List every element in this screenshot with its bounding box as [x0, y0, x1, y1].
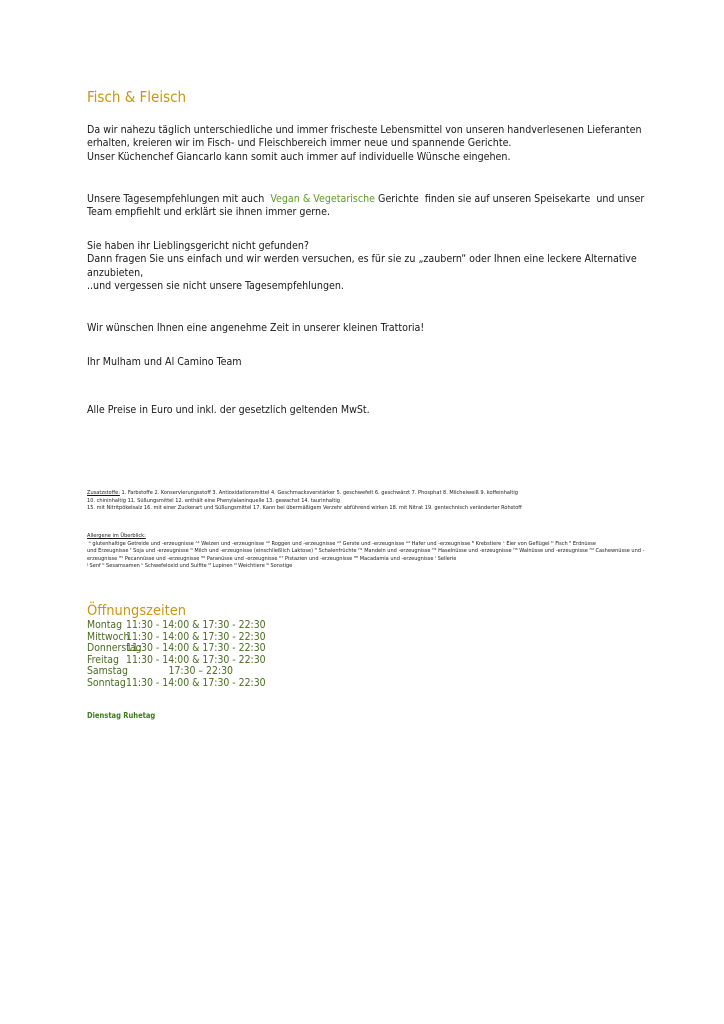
allergene-text: ᴬ glutenhaltige Getreide und -erzeugnisse ᴬ¹ Weizen und -erzeugnisse ᴬ² Roggen und -erzeugnisse ᴬ³ Gerste und -erzeugnisse ᴬ⁴ Hafer und -erzeugnisse ᴮ Krebstiere ᶜ Eier von Geflügel ᴰ Fisch ᴱ Erdnüsse — [87, 540, 596, 547]
lieblingsgericht-line: anzubieten, — [87, 266, 144, 279]
zusatzstoffe-line — [87, 490, 647, 498]
allergene-label: Allergene im Überblick: — [87, 533, 146, 539]
hours-day: Donnerstag — [87, 642, 142, 655]
text-before: Unsere Tagesempfehlungen mit auch — [87, 193, 271, 205]
intro-line: Unser Küchenchef Giancarlo kann somit auch immer auf individuelle Wünsche eingehen. — [87, 150, 511, 163]
zusatzstoffe-line: 15. mit Nitritpökelsalz 16. mit einer Zuckerart und Süßungsmittel 17. Kann bei übermäßigem Verzehr abführend wirken 18. mit Nitrat 19. gentechnisch veränderter Rohstoff — [87, 505, 522, 512]
signature: Ihr Mulham und Al Camino Team — [87, 356, 242, 368]
closed-day-note: Dienstag Ruhetag — [87, 711, 156, 720]
lieblingsgericht-line: Dann fragen Sie uns einfach und wir werden versuchen, es für sie zu „zaubern“ oder Ihnen eine leckere Alternative — [87, 253, 637, 266]
lieblingsgericht-line: ..und vergessen sie nicht unsere Tagesempfehlungen. — [87, 280, 344, 293]
lieblingsgericht-paragraph — [87, 240, 637, 294]
hours-time: 11:30 - 14:00 & 17:30 - 22:30 — [126, 619, 266, 631]
hours-time: 17:30 – 22:30 — [168, 665, 233, 678]
hours-row — [87, 676, 266, 690]
tagesempfehlung-paragraph — [87, 193, 644, 220]
intro-line: erhalten, kreieren wir im Fisch- und Fleischbereich immer neue und spannende Gerichte. — [87, 137, 512, 150]
price-note: Alle Preise in Euro und inkl. der gesetzlich geltenden MwSt. — [87, 404, 370, 416]
intro-line: Da wir nahezu täglich unterschiedliche und immer frischeste Lebensmittel von unseren handverlesenen Lieferanten — [87, 124, 642, 136]
hours-day: Montag — [87, 619, 123, 631]
hours-day: Sonntag — [87, 676, 126, 689]
allergene-line — [87, 533, 647, 548]
text-after: Gerichte finden sie auf unseren Speisekarte und unser — [375, 193, 645, 205]
intro-paragraph — [87, 124, 642, 164]
zusatzstoffe-text: 1. Farbstoffe 2. Konservierungsstoff 3. Antioxidationsmittel 4. Geschmacksverstärker 5. geschwefelt 6. geschwärzt 7. Phosphat 8. Milcheiweiß 9. koffeinhaltig — [119, 490, 518, 496]
zusatzstoffe-line: 10. chininhaltig 11. Süßungsmittel 12. enthält eine Phenylalaninquelle 13. gewachst 14. taurinhaltig — [87, 497, 340, 504]
hours-time: 11:30 - 14:00 & 17:30 - 22:30 — [126, 676, 266, 689]
allergene-line: erzeugnisse ᴴ⁵ Pecannüsse und -erzeugnisse ᴴ⁶ Paranüsse und -erzeugnisse ᴴ⁷ Pistazien und -erzeugnisse ᴴ⁸ Macadamia und -erzeugnisse ᴵ Sellerie — [87, 555, 457, 562]
hours-time: 11:30 - 14:00 & 17:30 - 22:30 — [126, 653, 266, 666]
hours-time: 11:30 - 14:00 & 17:30 - 22:30 — [126, 630, 266, 643]
hours-day: Freitag — [87, 653, 119, 666]
zusatzstoffe-label: Zusatzstoffe: — [87, 490, 120, 496]
section-title: Fisch & Fleisch — [87, 88, 187, 106]
hours-table — [87, 619, 266, 690]
tagesempfehlung-line — [87, 193, 644, 206]
lieblingsgericht-line: Sie haben ihr Lieblingsgericht nicht gefunden? — [87, 240, 309, 252]
zusatzstoffe-block — [87, 490, 647, 513]
tagesempfehlung-line-2: Team empfiehlt und erklärt sie ihnen immer gerne. — [87, 206, 330, 219]
vegan-highlight: Vegan & Vegetarische — [270, 193, 376, 205]
hours-time: 11:30 - 14:00 & 17:30 - 22:30 — [126, 642, 266, 655]
allergene-block — [87, 533, 647, 571]
hours-row — [87, 619, 266, 632]
allergene-line: und Erzeugnisse ᶠ Soja und -erzeugnisse ᴳ Milch und -erzeugnisse (einschließlich Laktose) ᴴ Schalenfrüchte ᴴ¹ Mandeln und -erzeugnisse ᴴ² Haselnüsse und -erzeugnisse ᴴ³ Walnüsse und -erzeugnisse ᴴ⁴ Cashewnüsse und - — [87, 548, 645, 555]
hours-day: Mittwoch — [87, 630, 130, 643]
allergene-line: ᴶ Senf ᴷ Sesamsamen ᴸ Schwefeloxid und Sulfite ᴹ Lupinen ᴺ Weichtiere ᴼ Sonstige — [87, 563, 293, 570]
hours-title: Öffnungszeiten — [87, 603, 187, 619]
hours-day: Samstag — [87, 665, 128, 678]
wish-text: Wir wünschen Ihnen eine angenehme Zeit in unserer kleinen Trattoria! — [87, 322, 425, 334]
